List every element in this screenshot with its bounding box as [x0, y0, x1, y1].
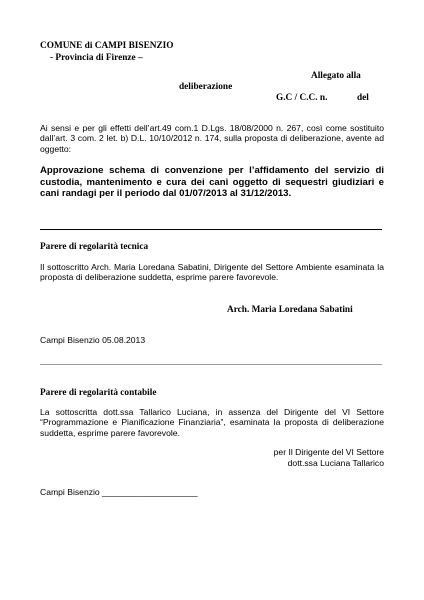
- divider-top: [40, 229, 382, 230]
- del-label: del: [357, 93, 369, 103]
- contabile-signer-name: dott.ssa Luciana Tallarico: [287, 458, 384, 468]
- contabile-signer-role: per Il Dirigente del VI Settore: [273, 447, 384, 457]
- subject-title: Approvazione schema di convenzione per l’affidamento del servizio di custodia, mantenimento e cura dei cani oggetto di sequestri giudiziari e cani randagi per il periodo dal 01/07/2013 al 31/12/2013.: [40, 165, 384, 200]
- intro-paragraph: Ai sensi e per gli effetti dell’art.49 com.1 D.Lgs. 18/08/2000 n. 267, così come sostituito dall’art. 3 com. 2 let. b) D.L. 10/10/2012 n. 174, sulla proposta di deliberazione, avente ad oggetto:: [40, 123, 384, 154]
- contabile-heading: Parere di regolarità contabile: [40, 388, 157, 398]
- provincia-name: - Provincia di Firenze –: [50, 53, 143, 63]
- comune-name: COMUNE di CAMPI BISENZIO: [40, 41, 174, 51]
- gc-number-label: G.C / C.C. n.: [276, 93, 328, 103]
- divider-middle: [40, 364, 382, 365]
- tecnica-heading: Parere di regolarità tecnica: [40, 242, 149, 252]
- tecnica-place-date: Campi Bisenzio 05.08.2013: [40, 335, 146, 345]
- contabile-text: La sottoscritta dott.ssa Tallarico Luciana, in assenza del Dirigente del VI Settore “Programmazione e Pianificazione Finanziaria”, esaminata la proposta di deliberazione suddetta, esprime parere favorevole.: [40, 407, 384, 438]
- tecnica-text: Il sottoscritto Arch. Maria Loredana Sabatini, Dirigente del Settore Ambiente esaminata la proposta di deliberazione suddetta, esprime parere favorevole.: [40, 262, 384, 283]
- contabile-place: Campi Bisenzio ____________________: [40, 487, 198, 497]
- tecnica-signature: Arch. Maria Loredana Sabatini: [227, 305, 353, 315]
- deliberazione-label: deliberazione: [179, 82, 233, 92]
- allegato-label: Allegato alla: [311, 71, 361, 81]
